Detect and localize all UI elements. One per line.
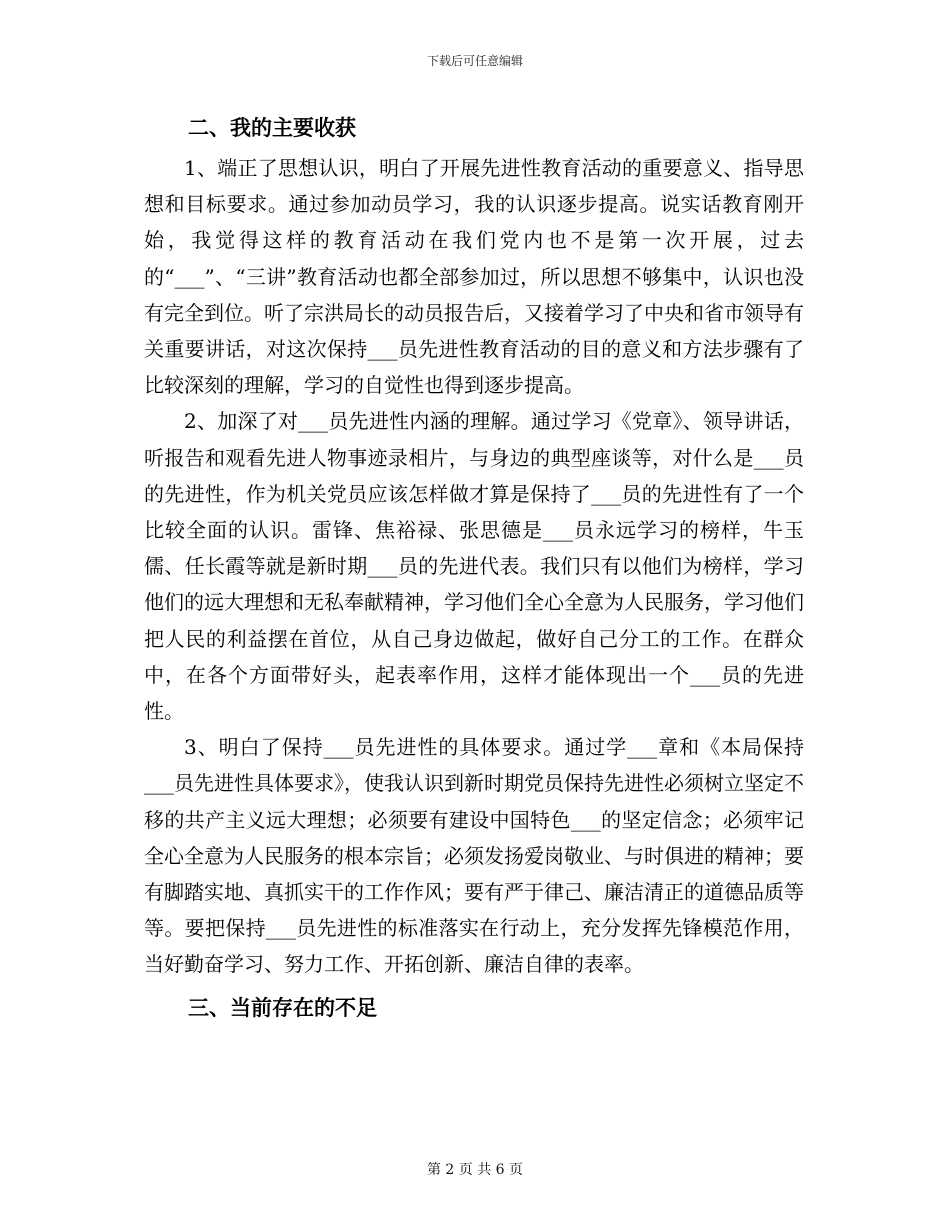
paragraph-2: 2、加深了对___员先进性内涵的理解。通过学习《党章》、领导讲话，听报告和观看先进人物事迹录相片，与身边的典型座谈等，对什么是___员的先进性，作为机关党员应该怎样做才算是保持了___员的先进性有了一个比较全面的认识。雷锋、焦裕禄、张思德是___员永远学习的榜样，牛玉儒、任长霞等就是新时期___员的先进代表。我们只有以他们为榜样，学习他们的远大理想和无私奉献精神，学习他们全心全意为人民服务，学习他们把人民的利益摆在首位，从自己身边做起，做好自己分工的工作。在群众中，在各个方面带好头，起表率作用，这样才能体现出一个___员的先进性。 — [144, 409, 804, 724]
document-body — [144, 112, 804, 1023]
paragraph-3: 3、明白了保持___员先进性的具体要求。通过学___章和《本局保持___员先进性具体要求》，使我认识到新时期党员保持先进性必须树立坚定不移的共产主义远大理想；必须要有建设中国特色___的坚定信念；必须牢记全心全意为人民服务的根本宗旨；必须发扬爱岗敬业、与时俱进的精神；要有脚踏实地、真抓实干的工作作风；要有严于律己、廉洁清正的道德品质等等。要把保持___员先进性的标准落实在行动上，充分发挥先锋模范作用，当好勤奋学习、努力工作、开拓创新、廉洁自律的表率。 — [144, 735, 804, 977]
page-number: 第 2 页 共 6 页 — [426, 1162, 524, 1178]
section-heading-gains: 二、我的主要收获 — [188, 115, 356, 140]
paragraph-1: 1、端正了思想认识，明白了开展先进性教育活动的重要意义、指导思想和目标要求。通过参加动员学习，我的认识逐步提高。说实话教育刚开始，我觉得这样的教育活动在我们党内也不是第一次开展，过去的“___”、“三讲”教育活动也都全部参加过，所以思想不够集中，认识也没有完全到位。听了宗洪局长的动员报告后，又接着学习了中央和省市领导有关重要讲话，对这次保持___员先进性教育活动的目的意义和方法步骤有了比较深刻的理解，学习的自觉性也得到逐步提高。 — [144, 156, 804, 398]
spacer — [144, 143, 804, 150]
spacer — [144, 983, 804, 992]
page-header-note: 下载后可任意编辑 — [426, 54, 523, 68]
section-heading-shortcomings: 三、当前存在的不足 — [188, 994, 377, 1020]
